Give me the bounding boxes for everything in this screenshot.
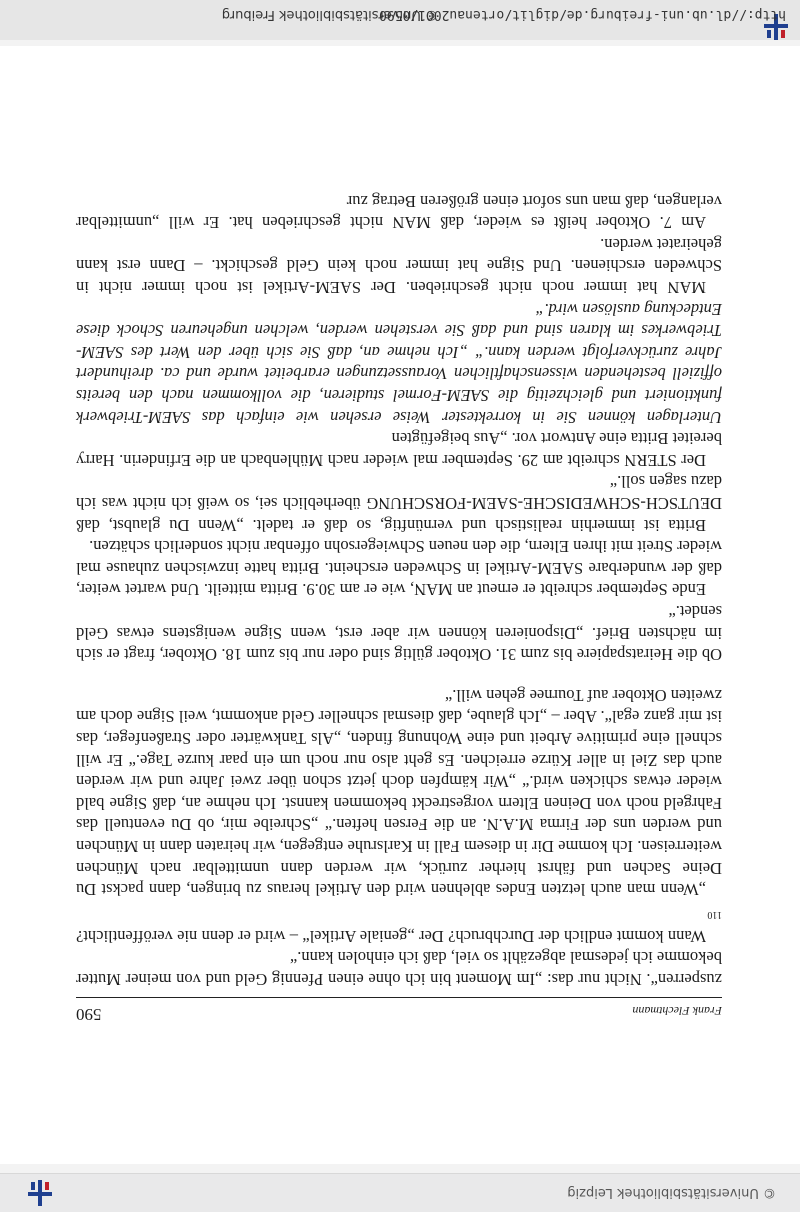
paragraph: Der STERN schreibt am 29. September mal wieder nach Mühlenbach an die Erfinderin. Harry bereitet Britta eine Antwort vor. „Aus beigefügten <box>76 429 722 470</box>
paragraph: Ende September schreibt er erneut an MAN, wie er am 30.9. Britta mitteilt. Und wartet weiter, daß der wunderbare SAEM-Artikel in Schweden erscheint. Britta hatte inzwischen zuhause mal wieder Streit mit ihren Eltern, die den neuen Schwiegersohn offenbar nicht sonderlich schätzen. <box>76 537 722 600</box>
top-credit: © Universitätsbibliothek Leipzig <box>567 1185 776 1200</box>
bottom-credit: © Universitätsbibliothek Freiburg <box>221 7 438 22</box>
paragraph: Ob die Heiratspapiere bis zum 31. Oktober gültig sind oder nur bis zum 18. Oktober, fragt er sich im nächsten Brief. „Disponieren können wir aber erst, wenn Signe wenigstens etwas Geld sendet.“ <box>76 602 722 665</box>
viewer-bottom-bar <box>0 0 800 40</box>
paragraph: Am 7. Oktober heißt es wieder, daß MAN nicht geschrieben hat. Er will „unmittelbar verlangen, daß man uns sofort einen größeren Betrag zur <box>76 191 722 233</box>
running-head: Frank Flechtmann <box>632 1004 722 1018</box>
paragraph: MAN hat immer noch nicht geschrieben. Der SAEM-Artikel ist noch immer nicht in Schweden erschienen. Und Signe hat immer noch kein Geld geschickt. – Dann erst kann geheiratet werden. <box>76 234 722 298</box>
paragraph: zusperren“. Nicht nur das: „Im Moment bin ich ohne einen Pfennig Geld und von meiner Mutter bekomme ich jedesmal abgezählt so viel, daß ich einholen kann.“ <box>76 948 722 989</box>
page-body <box>76 190 722 990</box>
paragraph: Britta ist immerhin realistisch und vernünftig, so daß er tadelt. „Wenn Du glaubst, daß DEUTSCH-SCHWEDISCHE-SAEM-FORSCHUNG überheblich sei, so weiß ich nicht was ich dazu sagen soll.“ <box>76 472 722 535</box>
library-logo-icon <box>26 1180 54 1206</box>
viewer-top-bar <box>0 1173 800 1212</box>
page-header <box>76 997 722 1024</box>
page-number: 590 <box>76 1005 102 1024</box>
paragraph: „Wenn man auch letzten Endes ablehnen wird den Artikel heraus zu bringen, dann packst Du Deine Sachen und fährst hierher zurück, wir werden dann unmittelbar nach München weiterreisen. Ich komme Dir in diesem Fall in Karlsruhe entgegen, wir heiraten dann in München und werden uns der Firma M.A.N. an die Fersen heften.“ „Schreibe mir, ob Du eventuell das Fahrgeld noch von Deinen Eltern vorgestreckt bekommen kannst. Ich nehme an, daß Signe bald wieder etwas schicken wird.“ „Wir kämpfen doch jetzt schon über zwei Jahre und wir werden auch das Ziel in aller Kürze erreichen. Es geht also nur noch um ein paar kurze Tage.“ Er will schnell eine primitive Arbeit und eine Wohnung finden, „Als Tankwärter oder Straßenfeger, das ist mir ganz egal“. Aber – „Ich glaube, daß diesmal schneller Geld ankommt, weil Signe doch am zweiten Oktober auf Tournee gehen will.“ <box>76 685 722 900</box>
footnote-ref: 110 <box>707 909 722 921</box>
quoted-passage: Unterlagen können Sie in korrektester Weise ersehen wie einfach das SAEM-Triebwerk funktioniert und gleichzeitig die SAEM-Formel studieren, die vollkommen nach den bereits offiziell bestehenden wissenschaftlichen Voraussetzungen erarbeitet wurde und ca. dreihundert Jahre zurückverfolgt werden kann.“ „Ich nehme an, daß Sie sich über den Wert des SAEM-Triebwerkes im klaren sind und daß Sie verstehen werden, welchen ungeheuren Schock diese Entdeckung auslösen wird.“ <box>76 299 722 427</box>
paragraph <box>76 900 722 947</box>
source-url[interactable]: http://dl.ub.uni-freiburg.de/diglit/ortenau2001/0590 <box>379 7 786 22</box>
paragraph-text: Wann kommt endlich der Durchbruch? Der „geniale Artikel“ – wird er denn nie veröffentlicht? <box>76 926 706 946</box>
